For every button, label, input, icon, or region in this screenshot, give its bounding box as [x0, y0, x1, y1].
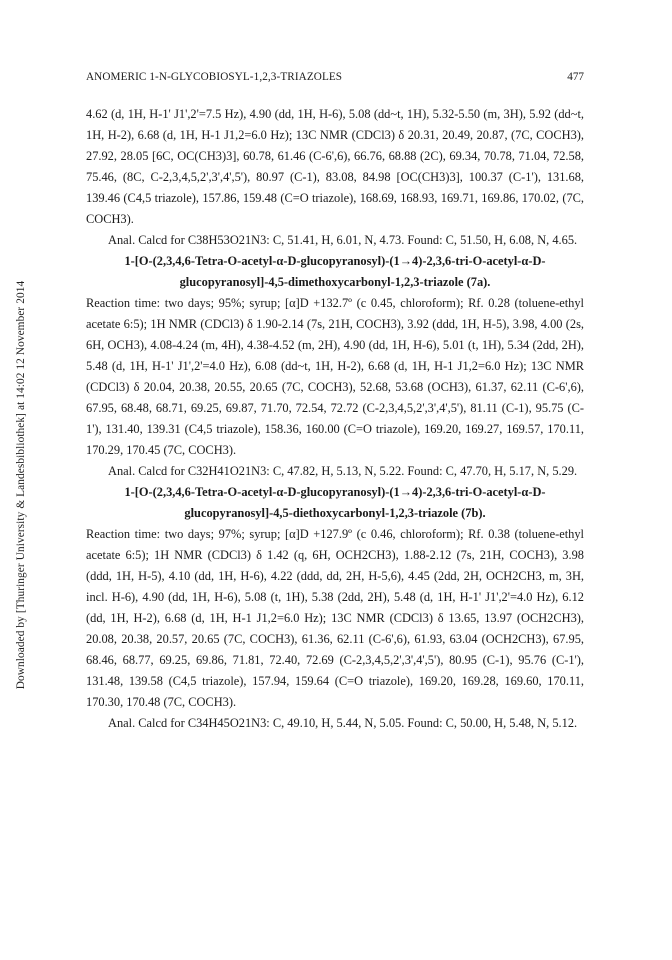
download-watermark [9, 190, 33, 780]
compound-7a-analysis-paragraph: Anal. Calcd for C32H41O21N3: C, 47.82, H, 5.13, N, 5.22. Found: C, 47.70, H, 5.17, N, 5.29. [108, 464, 578, 478]
page-number: 477 [567, 71, 584, 83]
running-title: ANOMERIC 1-N-GLYCOBIOSYL-1,2,3-TRIAZOLES [86, 71, 343, 83]
download-notice: Downloaded by [Thuringer University & Landesbibliothek] at 14:02 12 November 2014 [15, 280, 27, 690]
nmr-data-paragraph: 4.62 (d, 1H, H-1' J1',2'=7.5 Hz), 4.90 (dd, 1H, H-6), 5.08 (dd~t, 1H), 5.32-5.50 (m, 3H), 5.92 (dd~t, 1H, H-2), 6.68 (d, 1H, H-1 J1,2=6.0 Hz); 13C NMR (CDCl3) δ 20.31, 20.49, 20.87, (7C, COCH3), 27.92, 28.05 [6C, OC(CH3)3], 60.78, 61.46 (C-6',6), 66.76, 68.88 (2C), 69.34, 70.78, 71.04, 72.58, 75.46, (8C, C-2,3,4,5,2',3',4',5'), 80.97 (C-1), 83.08, 84.98 [OC(CH3)3], 100.37 (C-1'), 131.68, 139.46 (C4,5 triazole), 157.86, 159.48 (C=O triazole), 168.69, 168.93, 169.71, 169.86, 170.02, (7C, COCH3). [86, 107, 584, 226]
article-body [86, 104, 584, 734]
compound-heading-7a: 1-[O-(2,3,4,6-Tetra-O-acetyl-α-D-glucopyranosyl)-(1→4)-2,3,6-tri-O-acetyl-α-D-glucopyranosyl]-4,5-dimethoxycarbonyl-1,2,3-triazole (7a). [124, 254, 546, 289]
compound-heading-7b: 1-[O-(2,3,4,6-Tetra-O-acetyl-α-D-glucopyranosyl)-(1→4)-2,3,6-tri-O-acetyl-α-D-glucopyranosyl]-4,5-diethoxycarbonyl-1,2,3-triazole (7b). [124, 485, 546, 520]
running-header [86, 71, 584, 91]
compound-7b-analysis-paragraph: Anal. Calcd for C34H45O21N3: C, 49.10, H, 5.44, N, 5.05. Found: C, 50.00, H, 5.48, N, 5.12. [108, 716, 578, 730]
elemental-analysis-paragraph: Anal. Calcd for C38H53O21N3: C, 51.41, H, 6.01, N, 4.73. Found: C, 51.50, H, 6.08, N, 4.65. [108, 233, 578, 247]
compound-7b-data-paragraph: Reaction time: two days; 97%; syrup; [α]D +127.9º (c 0.46, chloroform); Rf. 0.38 (toluene-ethyl acetate 6:5); 1H NMR (CDCl3) δ 1.42 (q, 6H, OCH2CH3), 1.88-2.12 (7s, 21H, COCH3), 3.98 (ddd, 1H, H-5), 4.10 (dd, 1H, H-6), 4.22 (ddd, dd, 2H, H-5,6), 4.45 (2dd, 2H, OCH2CH3, m, 3H, incl. H-6), 4.90 (dd, 1H, H-6), 5.08 (t, 1H), 5.38 (2dd, 2H), 5.48 (d, 1H, H-1' J1',2'=4.0 Hz), 6.12 (dd, 1H, H-2), 6.68 (d, 1H, H-1 J1,2=6.0 Hz); 13C NMR (CDCl3) δ 13.65, 13.97 (OCH2CH3), 20.08, 20.38, 20.57, 20.65 (7C, COCH3), 61.36, 62.11 (C-6',6), 61.93, 63.04 (OCH2CH3), 67.95, 68.46, 68.77, 69.25, 69.86, 71.81, 72.40, 72.69 (C-2,3,4,5,2',3',4',5'), 80.95 (C-1), 95.76 (C-1'), 131.48, 139.58 (C4,5 triazole), 157.94, 159.64 (C=O triazole), 169.20, 169.28, 169.60, 170.11, 170.30, 170.48 (7C, COCH3). [86, 527, 584, 709]
compound-7a-data-paragraph: Reaction time: two days; 95%; syrup; [α]D +132.7º (c 0.45, chloroform); Rf. 0.28 (toluene-ethyl acetate 6:5); 1H NMR (CDCl3) δ 1.90-2.14 (7s, 21H, COCH3), 3.92 (ddd, 1H, H-5), 3.98, 4.00 (2s, 6H, OCH3), 4.08-4.24 (m, 4H), 4.38-4.52 (m, 2H), 4.90 (dd, 1H, H-6), 5.01 (t, 1H), 5.34 (2dd, 2H), 5.48 (d, 1H, H-1' J1',2'=4.0 Hz), 6.08 (dd~t, 1H, H-2), 6.68 (d, 1H, H-1 J1,2=6.0 Hz); 13C NMR (CDCl3) δ 20.04, 20.38, 20.55, 20.65 (7C, COCH3), 52.68, 53.68 (OCH3), 61.37, 62.11 (C-6',6), 67.95, 68.48, 68.71, 69.25, 69.87, 71.70, 72.54, 72.72 (C-2,3,4,5,2',3',4',5'), 81.11 (C-1), 95.75 (C-1'), 131.40, 139.31 (C4,5 triazole), 158.36, 160.00 (C=O triazole), 169.20, 169.27, 169.57, 170.11, 170.29, 170.45 (7C, COCH3). [86, 296, 584, 457]
